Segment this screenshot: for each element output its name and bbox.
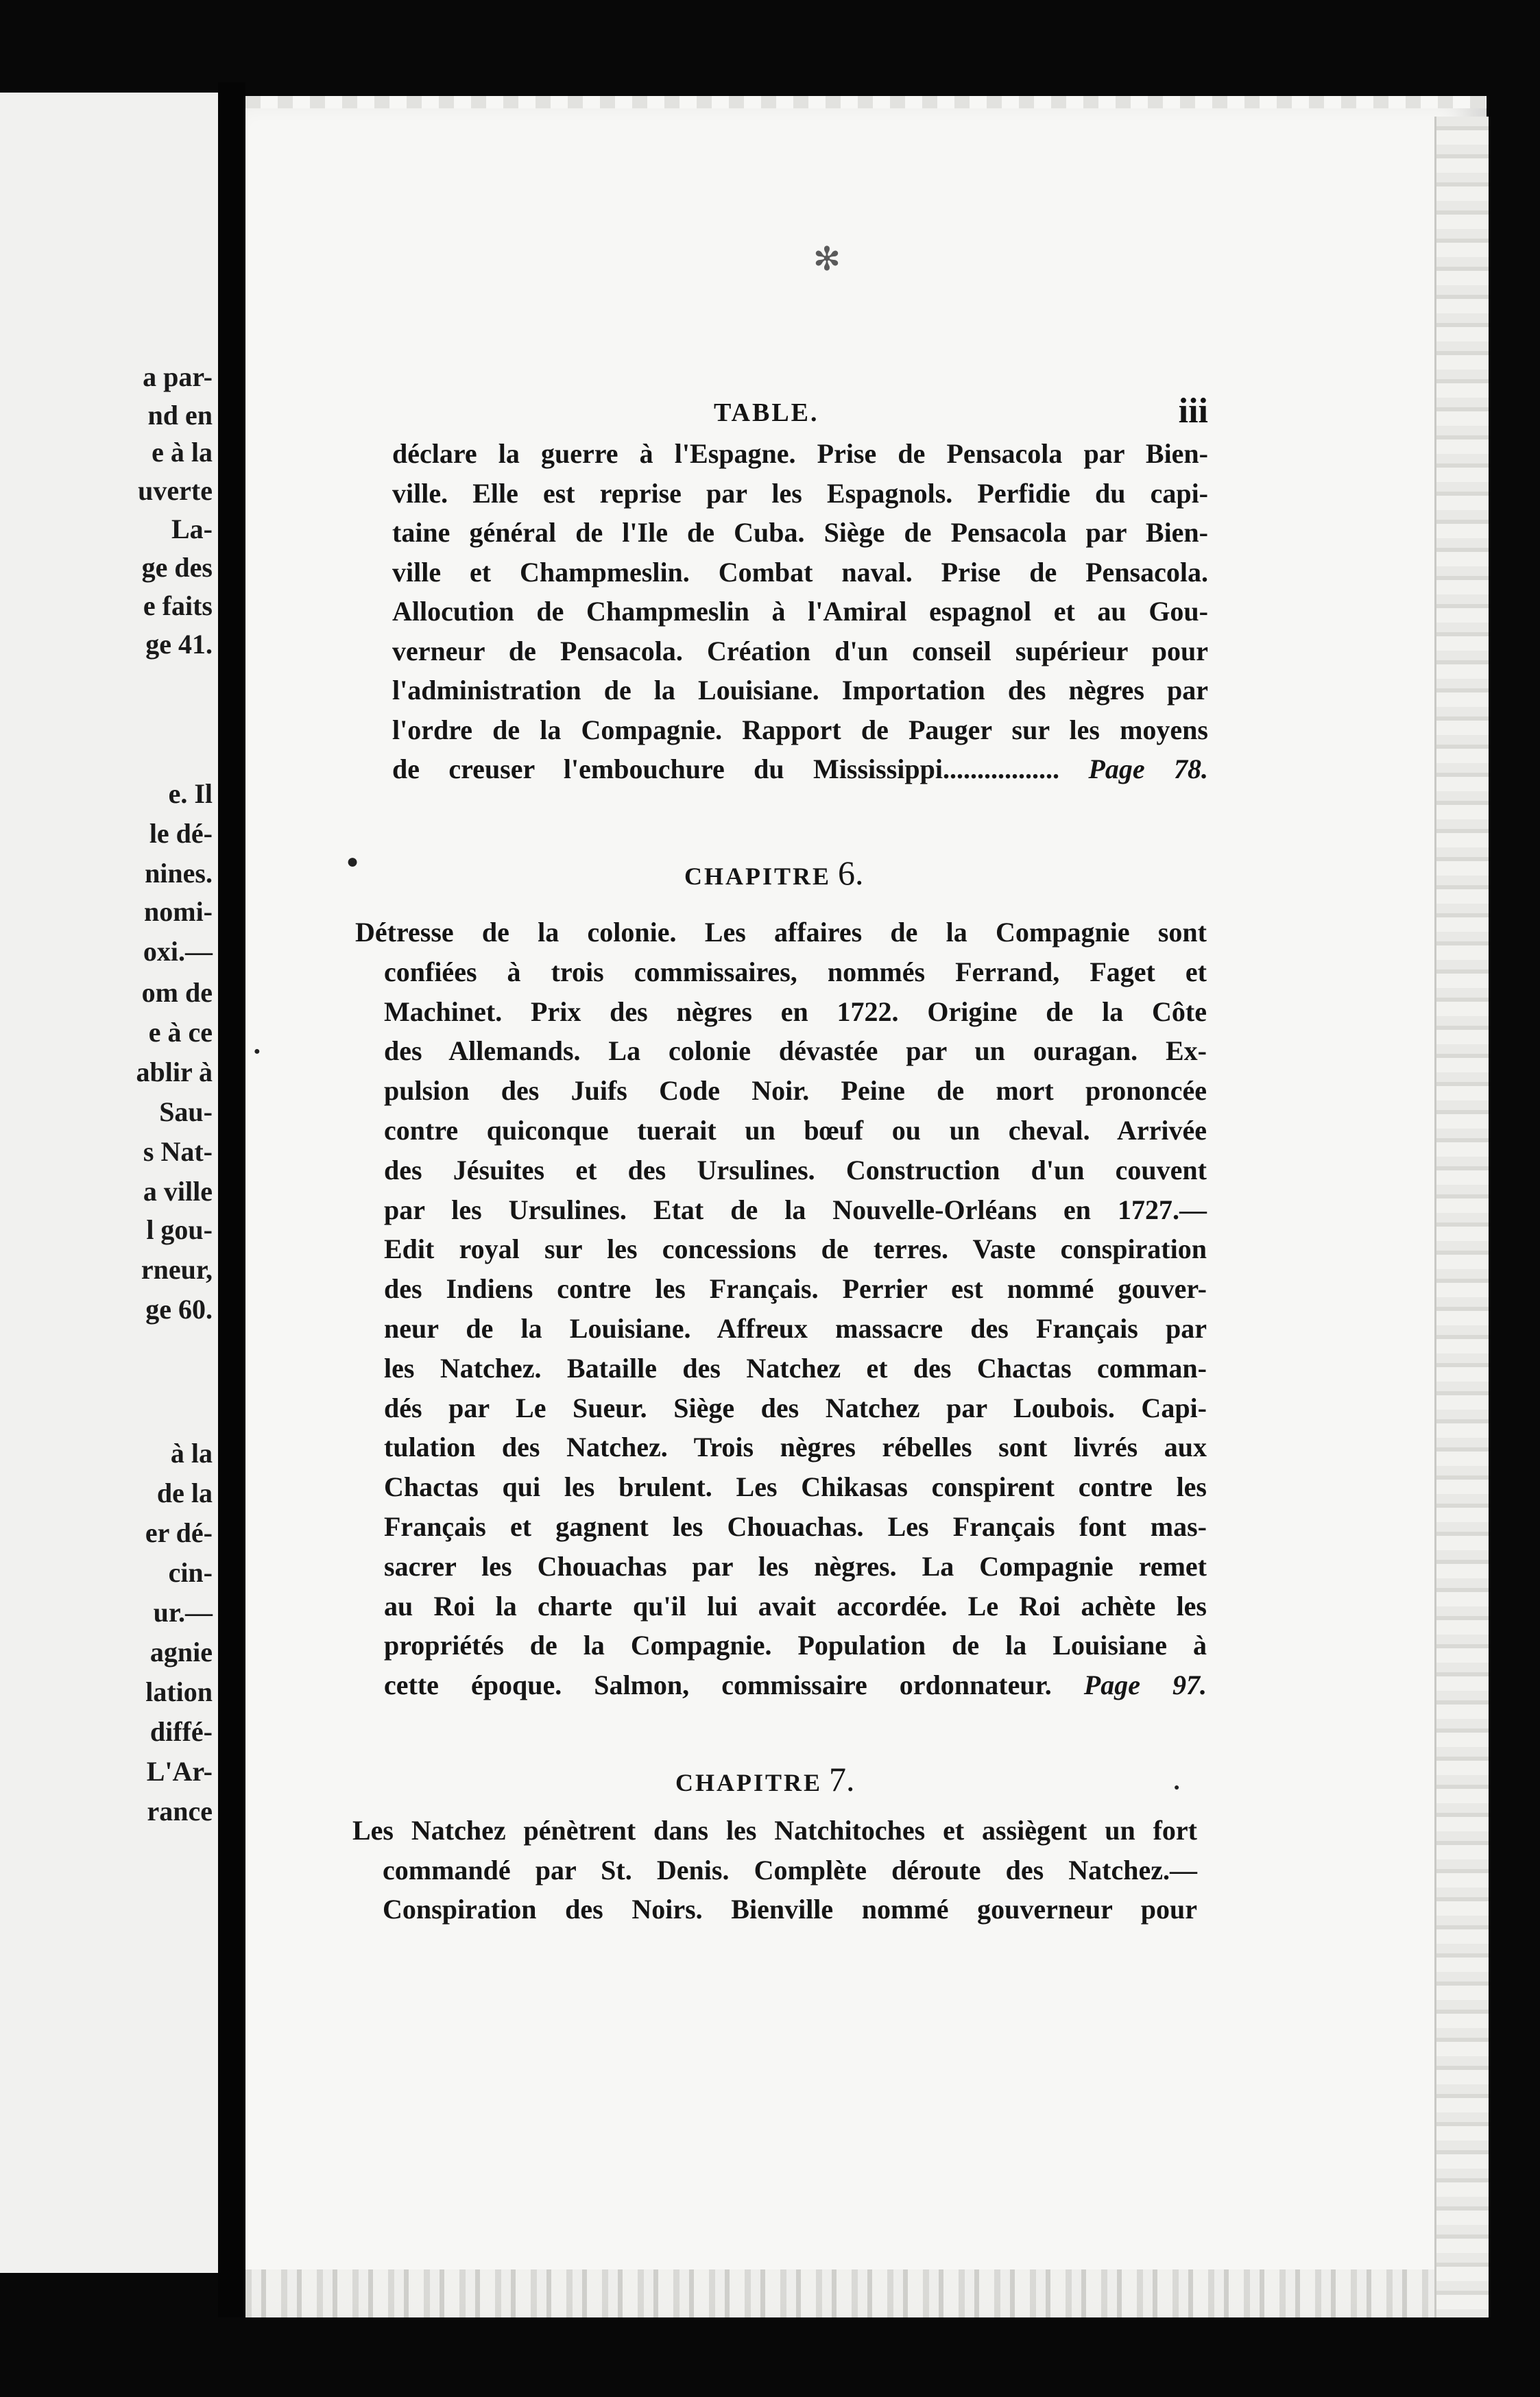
text-line: tulation des Natchez. Trois nègres rébelles sont livrés aux (384, 1432, 1207, 1463)
text-line: Conspiration des Noirs. Bienville nommé gouverneur pour (383, 1894, 1197, 1925)
text-line: sacrer les Chouachas par les nègres. La Compagnie remet (384, 1550, 1207, 1582)
text-line: l'administration de la Louisiane. Importation des nègres par (392, 675, 1208, 706)
left-page-text-fragment: cin- (168, 1557, 213, 1588)
left-page-text-fragment: diffé- (149, 1716, 213, 1747)
left-page-text-fragment: ge 60. (145, 1294, 213, 1325)
left-page-text-fragment: rneur, (141, 1254, 213, 1285)
text-line: contre quiconque tuerait un bœuf ou un cheval. Arrivée (384, 1115, 1207, 1146)
text-line: commandé par St. Denis. Complète déroute des Natchez.— (383, 1854, 1197, 1886)
left-page-text-fragment: a ville (143, 1176, 213, 1207)
text-line: dés par Le Sueur. Siège des Natchez par Loubois. Capi- (384, 1392, 1207, 1423)
left-page-text-fragment: à la (170, 1438, 213, 1469)
left-page-text-fragment: er dé- (145, 1517, 213, 1548)
text-line: des Indiens contre les Français. Perrier est nommé gouver- (384, 1273, 1207, 1305)
stray-dot-mark: ● (346, 850, 359, 873)
left-page-text-fragment: oxi.— (143, 936, 213, 967)
left-page-text-fragment: nines. (145, 858, 213, 889)
running-header (391, 391, 1208, 439)
text-line: Français et gagnent les Chouachas. Les Français font mas- (384, 1511, 1207, 1542)
left-page-text-fragment: agnie (149, 1637, 213, 1667)
left-page-text-fragment: s Nat- (143, 1136, 213, 1167)
page-number: iii (1178, 392, 1208, 431)
chapter-7-heading (675, 1759, 855, 1799)
left-page-text-fragment: l gou- (146, 1214, 213, 1245)
text-line: des Jésuites et des Ursulines. Construction d'un couvent (384, 1154, 1207, 1185)
text-line: propriétés de la Compagnie. Population de la Louisiane à (384, 1630, 1207, 1661)
text-line: ville. Elle est reprise par les Espagnols. Perfidie du capi- (392, 477, 1208, 509)
text-line: déclare la guerre à l'Espagne. Prise de Pensacola par Bien- (392, 438, 1208, 469)
left-page-text-fragment: e. Il (168, 778, 213, 809)
text-line: Allocution de Champmeslin à l'Amiral espagnol et au Gou- (392, 596, 1208, 627)
page-reference: Page 97. (1083, 1670, 1207, 1701)
left-page-text-fragment: L'Ar- (146, 1756, 213, 1787)
ornament-mark: ✻ (813, 241, 841, 278)
entry-text: de creuser l'embouchure du Mississippi................. (392, 754, 1060, 784)
text-line: verneur de Pensacola. Création d'un conseil supérieur pour (392, 635, 1208, 666)
chapter-6-heading (684, 853, 864, 893)
left-page-text-fragment: e à la (152, 437, 213, 468)
text-line: taine général de l'Ile de Cuba. Siège de Pensacola par Bien- (392, 517, 1208, 548)
text-line: Les Natchez pénètrent dans les Natchitoches et assiègent un fort (352, 1815, 1197, 1846)
left-page-text-fragment: e à ce (148, 1017, 213, 1048)
left-page-text-fragment: om de (141, 977, 213, 1008)
text-line: neur de la Louisiane. Affreux massacre des Français par (384, 1313, 1207, 1344)
left-page-text-fragment: lation (145, 1676, 213, 1707)
chapter-label: CHAPITRE (675, 1769, 823, 1796)
text-line: les Natchez. Bataille des Natchez et des Chactas comman- (384, 1352, 1207, 1384)
entry-text: cette époque. Salmon, commissaire ordonnateur. (384, 1670, 1052, 1701)
left-page-text-fragment: Sau- (159, 1096, 213, 1127)
left-page-text-fragment: de la (156, 1478, 213, 1508)
left-page-text-fragment: e faits (143, 590, 213, 621)
left-page-text-fragment: ablir à (136, 1057, 213, 1087)
page-reference: Page 78. (1088, 754, 1209, 784)
left-page-text-fragment: La- (171, 514, 213, 544)
chapter-label: CHAPITRE (684, 863, 832, 890)
text-line: au Roi la charte qu'il lui avait accordée. Le Roi achète les (384, 1590, 1207, 1622)
text-line-with-page-ref (384, 1672, 1207, 1699)
text-line: ville et Champmeslin. Combat naval. Prise de Pensacola. (392, 556, 1208, 588)
text-line: des Allemands. La colonie dévastée par un ouragan. Ex- (384, 1035, 1207, 1067)
text-line: Machinet. Prix des nègres en 1722. Origine de la Côte (384, 996, 1207, 1027)
text-line: l'ordre de la Compagnie. Rapport de Pauger sur les moyens (392, 714, 1208, 745)
text-line: Chactas qui les brulent. Les Chikasas conspirent contre les (384, 1471, 1207, 1503)
left-page-text-fragment: ge 41. (145, 629, 213, 660)
left-facing-page (0, 93, 218, 2273)
running-title: TABLE. (714, 398, 819, 427)
page-edge-stack (1434, 117, 1489, 2317)
stray-dot-mark: ● (254, 1046, 261, 1057)
text-line: pulsion des Juifs Code Noir. Peine de mort prononcée (384, 1075, 1207, 1107)
left-page-text-fragment: a par- (143, 361, 213, 392)
text-line: par les Ursulines. Etat de la Nouvelle-Orléans en 1727.— (384, 1194, 1207, 1225)
left-page-text-fragment: le dé- (149, 818, 213, 849)
left-page-text-fragment: ge des (141, 552, 213, 583)
text-line-with-page-ref (392, 756, 1208, 783)
left-page-text-fragment: ur.— (153, 1597, 213, 1628)
text-line: Détresse de la colonie. Les affaires de la Compagnie sont (355, 917, 1207, 948)
left-page-text-fragment: nomi- (144, 896, 213, 927)
book-gutter (218, 82, 245, 2317)
left-page-text-fragment: rance (147, 1796, 213, 1827)
left-page-text-fragment: uverte (138, 475, 213, 506)
chapter-number: 6. (838, 854, 864, 892)
left-page-text-fragment: nd en (147, 400, 213, 431)
stray-dot-mark: ● (1174, 1783, 1180, 1793)
text-line: confiées à trois commissaires, nommés Ferrand, Faget et (384, 956, 1207, 987)
chapter-number: 7. (829, 1760, 855, 1798)
text-line: Edit royal sur les concessions de terres. Vaste conspiration (384, 1233, 1207, 1265)
